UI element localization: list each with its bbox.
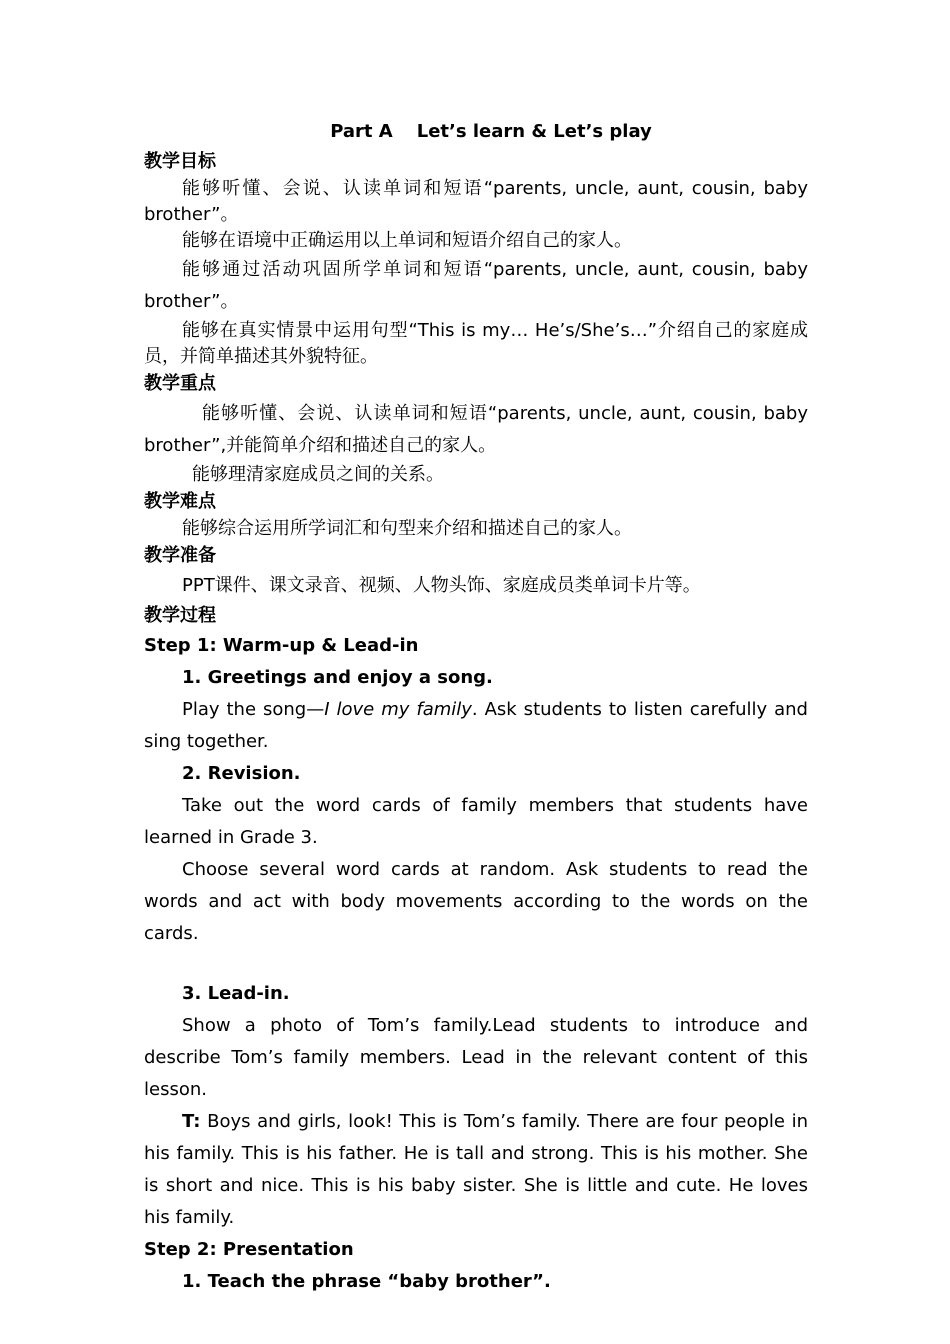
objective-item: 能够听懂、会说、认读单词和短语“parents, uncle, aunt, cousin, baby brother”。 — [144, 178, 808, 225]
objective-item: 能够在语境中正确运用以上单词和短语介绍自己的家人。 — [182, 230, 632, 251]
key-point-item: 能够听懂、会说、认读单词和短语“parents, uncle, aunt, cousin, baby brother”,并能简单介绍和描述自己的家人。 — [144, 403, 808, 456]
objectives-heading: 教学目标 — [144, 151, 216, 172]
key-points-heading: 教学重点 — [144, 373, 216, 394]
step1-sub3-dialogue — [144, 1106, 808, 1234]
process-heading: 教学过程 — [144, 605, 216, 626]
document-title — [144, 116, 808, 148]
song-title: I love my family — [324, 699, 472, 720]
step1-sub1-text — [144, 694, 808, 758]
teacher-label: T: — [182, 1111, 201, 1132]
step1-sub2-paragraph: Take out the word cards of family members that students have learned in Grade 3. — [144, 795, 808, 848]
difficulties-heading: 教学难点 — [144, 491, 216, 512]
title-rest: Let’s learn & Let’s play — [416, 121, 652, 142]
key-point-item: 能够理清家庭成员之间的关系。 — [192, 464, 444, 485]
step1-title: Step 1: Warm-up & Lead-in — [144, 635, 419, 656]
preparation-heading: 教学准备 — [144, 545, 216, 566]
preparation-item: PPT课件、课文录音、视频、人物头饰、家庭成员类单词卡片等。 — [182, 575, 701, 596]
title-part: Part A — [330, 121, 393, 142]
step2-title: Step 2: Presentation — [144, 1239, 354, 1260]
objective-item: 能够通过活动巩固所学单词和短语“parents, uncle, aunt, cousin, baby brother”。 — [144, 259, 808, 312]
step1-sub1-title: 1. Greetings and enjoy a song. — [182, 667, 493, 688]
step1-sub2-title: 2. Revision. — [182, 763, 301, 784]
step2-sub1-title: 1. Teach the phrase “baby brother”. — [182, 1271, 551, 1292]
document-page — [144, 116, 808, 1298]
objective-item: 能够在真实情景中运用句型“This is my… He’s/She’s…”介绍自己的家庭成员，并简单描述其外貌特征。 — [144, 320, 808, 367]
step1-sub2-paragraph: Choose several word cards at random. Ask students to read the words and act with body movements according to the words on the cards. — [144, 859, 808, 944]
difficulty-item: 能够综合运用所学词汇和句型来介绍和描述自己的家人。 — [182, 518, 632, 539]
sub1-text-a: Play the song— — [182, 699, 325, 720]
step1-sub3-paragraph: Show a photo of Tom’s family.Lead students to introduce and describe Tom’s family members. Lead in the relevant content of this lesson. — [144, 1015, 808, 1100]
sub1-text-b: . Ask students to listen carefully and sing together. — [144, 699, 808, 752]
step1-sub3-title: 3. Lead-in. — [182, 983, 290, 1004]
teacher-speech: Boys and girls, look! This is Tom’s family. There are four people in his family. This is his father. He is tall and strong. This is his mother. She is short and nice. This is his baby sister. She is little and cute. He loves his family. — [144, 1111, 808, 1228]
